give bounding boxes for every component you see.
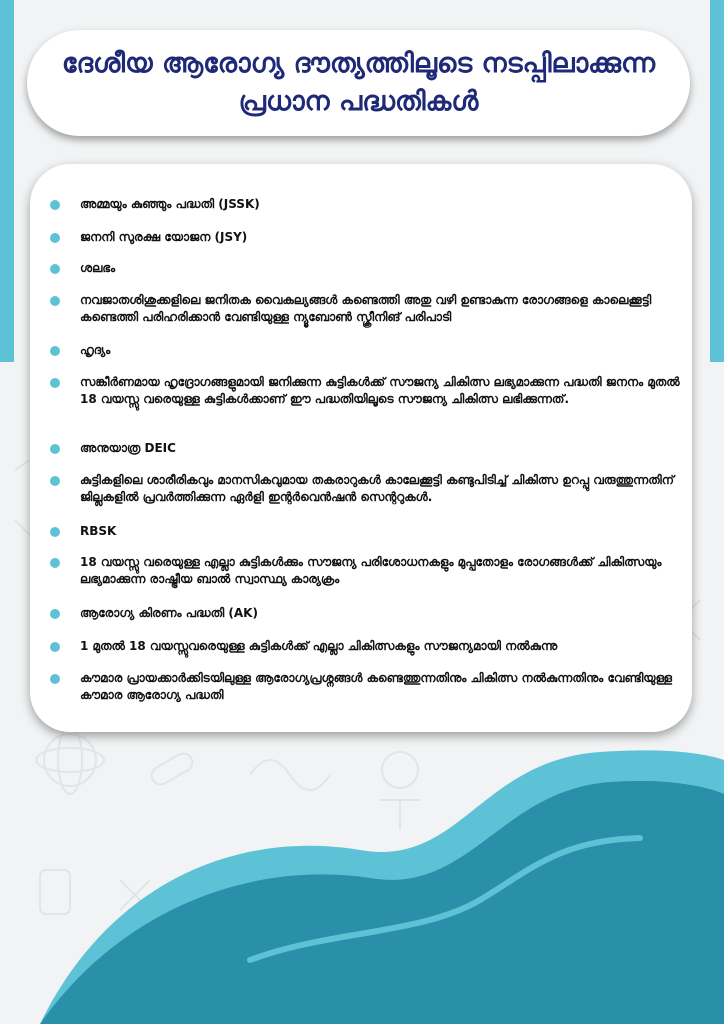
list-item-text: നവജാതശിശുക്കളിലെ ജനിതക വൈകല്യങ്ങൾ കണ്ടെത്തി അതു വഴി ഉണ്ടാകുന്ന രോഗങ്ങളെ കാലെക്കൂട്ടി കണ്ടെത്തി പരിഹരിക്കാൻ വേണ്ടിയുള്ള ന്യൂബോൺ സ്ക്രീനിങ് പരിപാടി (80, 293, 652, 324)
list-item-text: ശലഭം (80, 261, 116, 275)
bullet-dot (50, 296, 60, 306)
bullet-dot (50, 558, 60, 568)
bullet-dot (50, 476, 60, 486)
bullet-dot (50, 444, 60, 454)
bullet-dot (50, 609, 60, 619)
scheme-list-card (30, 164, 692, 732)
list-item-text: 18 വയസ്സു വരെയുള്ള എല്ലാ കുട്ടികൾക്കും സൗജന്യ പരിശോധനകളും മുപ്പതോളം രോഗങ്ങൾക്ക് ചികിത്സയും ലഭ്യമാക്കുന്ന രാഷ്ട്രീയ ബാൽ സ്വാസ്ഥ്യ കാര്യക്രം (80, 555, 662, 586)
title-line-1: ദേശീയ ആരോഗ്യ ദൗത്യത്തിലൂടെ നടപ്പിലാക്കുന്ന (61, 48, 656, 79)
bullet-dot (50, 200, 60, 210)
list-item-text: കുട്ടികളിലെ ശാരീരികവും മാനസികവുമായ തകരാറുകൾ കാലേക്കൂട്ടി കണ്ടുപിടിച്ച് ചികിത്സ ഉറപ്പു വരുത്തുന്നതിന് ജില്ലകളിൽ പ്രവർത്തിക്കുന്ന ഏർളി ഇന്റർവെൻഷൻ സെന്ററുകൾ. (80, 473, 674, 504)
bullet-dot (50, 527, 60, 537)
bullet-dot (50, 264, 60, 274)
bullet-dot (50, 642, 60, 652)
list-item-text: 1 മുതൽ 18 വയസ്സുവരെയുള്ള കുട്ടികൾക്ക് എല്ലാ ചികിത്സകളും സൗജന്യമായി നൽകുന്നു (80, 639, 558, 653)
bullet-dot (50, 378, 60, 388)
bullet-dot (50, 233, 60, 243)
list-item-text: കൗമാര പ്രായക്കാർക്കിടയിലുള്ള ആരോഗ്യപ്രശ്നങ്ങൾ കണ്ടെത്തുന്നതിനും ചികിത്സ നൽകുന്നതിനും വേണ്ടിയുള്ള കൗമാര ആരോഗ്യ പദ്ധതി (80, 671, 673, 702)
list-item-text: അനുയാത്ര DEIC (80, 441, 176, 455)
bullet-dot (50, 674, 60, 684)
title-card (27, 30, 690, 136)
list-item-text: ജനനി സുരക്ഷ യോജന (JSY) (80, 230, 248, 244)
list-item-text: സങ്കീർണമായ ഹൃദ്രോഗങ്ങളുമായി ജനിക്കുന്ന കുട്ടികൾക്ക് സൗജന്യ ചികിത്സ ലഭ്യമാക്കുന്ന പദ്ധതി ജനനം മുതൽ 18 വയസ്സു വരെയുള്ള കുട്ടികൾക്കാണ് ഈ പദ്ധതിയിലൂടെ സൗജന്യ ചികിത്സ ലഭിക്കുന്നത്. (80, 375, 680, 406)
list-item-text: അമ്മയും കുഞ്ഞും പദ്ധതി (JSSK) (80, 197, 260, 211)
bullet-dot (50, 346, 60, 356)
list-item-text: ആരോഗ്യ കിരണം പദ്ധതി (AK) (80, 606, 258, 620)
list-item-text: ഹൃദ്യം (80, 343, 111, 357)
list-item-text: RBSK (80, 524, 117, 538)
title-line-2: പ്രധാന പദ്ധതികൾ (238, 86, 479, 117)
